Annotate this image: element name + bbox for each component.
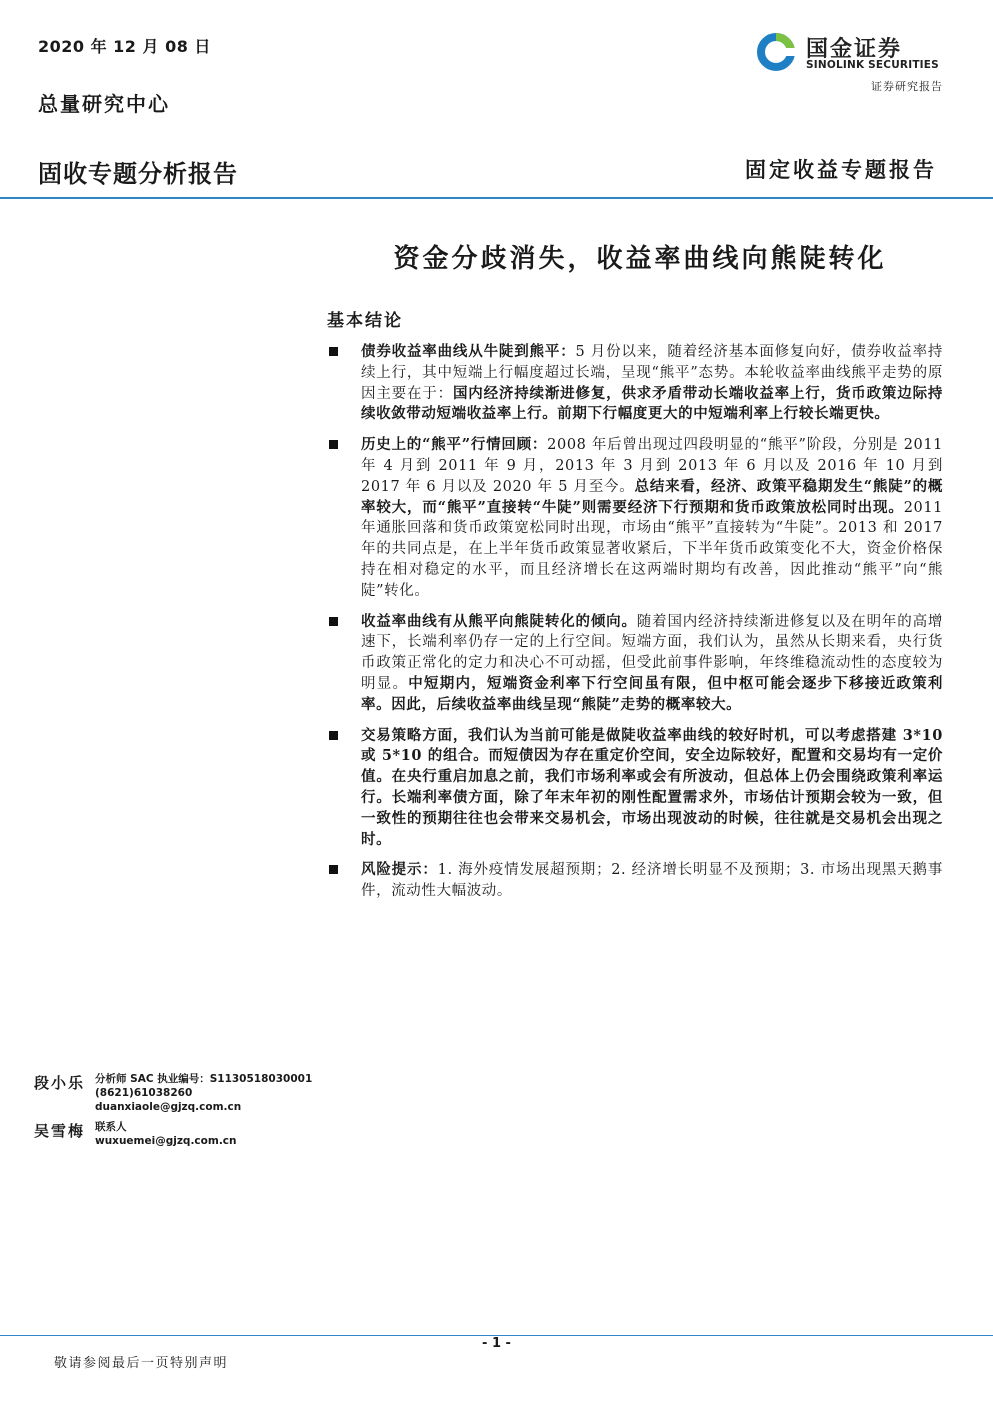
- bullet-lead: 历史上的“熊平”行情回顾：: [361, 436, 548, 454]
- bullet-square-icon: [329, 440, 338, 449]
- bullet-item: [327, 860, 943, 902]
- bullet-item: [327, 726, 943, 851]
- report-type: 固定收益专题报告: [745, 157, 937, 182]
- bullet-text: 5 月份以来，随着经济基本面修复向好，债券收益率持续上行，其中短端上行幅度超过长端，呈现“熊平”态势。本轮收益率曲线熊平走势的原因主要在于：: [361, 344, 943, 402]
- logo-subtitle: 证券研究报告: [871, 80, 943, 93]
- conclusion-list: [327, 342, 943, 912]
- bullet-text: 2011 年通胀回落和货币政策宽松同时出现，市场由“熊平”直接转为“牛陡”。2013 和 2017 年的共同点是，在上半年货币政策显著收紧后，下半年货币政策变化不大，资金价格保持在相对稳定的水平，而且经济增长在这两端时期均有改善，因此推动“熊平”向“熊陡”转化。: [361, 499, 943, 599]
- analyst-entry: [34, 1072, 334, 1114]
- report-title: 资金分歧消失，收益率曲线向熊陡转化: [393, 244, 887, 274]
- bullet-item: [327, 435, 943, 601]
- footer-disclaimer: 敬请参阅最后一页特别声明: [54, 1356, 229, 1371]
- bullet-emphasis: 国内经济持续渐进修复，供求矛盾带动长端收益率上行，货币政策边际持续收敛带动短端收益率上行。前期下行幅度更大的中短端利率上行较长端更快。: [361, 384, 943, 423]
- bullet-lead: 债券收益率曲线从牛陡到熊平：: [361, 343, 576, 360]
- bullet-lead: 交易策略方面，我们认为当前可能是做陡收益率曲线的较好时机，可以考虑搭建 3*10 或 5*10 的组合。而短债因为存在重定价空间，安全边际较好，配置和交易均有一定价值。在央行重启加息之前，我们市场利率或会有所波动，但总体上仍会围绕政策利率运行。长端利率债方面，除了年末年初的刚性配置需求外，市场估计预期会较为一致，但一致性的预期往往也会带来交易机会，市场出现波动的时候，往往就是交易机会出现之时。: [361, 726, 943, 848]
- company-logo-cn: 国金证券: [806, 37, 903, 62]
- analyst-email[interactable]: wuxuemei@gjzq.com.cn: [95, 1135, 237, 1147]
- bullet-square-icon: [329, 617, 338, 626]
- bullet-item: [327, 342, 943, 425]
- bullet-lead: 收益率曲线有从熊平向熊陡转化的倾向。: [361, 612, 637, 630]
- department-name: 总量研究中心: [38, 92, 170, 116]
- analyst-name: 段小乐: [34, 1074, 86, 1092]
- bullet-text: 随着国内经济持续渐进修复以及在明年的高增速下，长端利率仍存一定的上行空间。短端方面，我们认为，虽然从长期来看，央行货币政策正常化的定力和决心不可动摇，但受此前事件影响，年终维稳流动性的态度较为明显。: [361, 613, 943, 692]
- header-divider: [0, 197, 993, 199]
- bullet-square-icon: [329, 731, 338, 740]
- company-logo-en: SINOLINK SECURITIES: [806, 59, 939, 71]
- bullet-item: [327, 612, 943, 716]
- company-logo: [756, 32, 946, 80]
- analyst-name: 吴雪梅: [34, 1122, 86, 1140]
- bullet-text: 2008 年后曾出现过四段明显的“熊平”阶段，分别是 2011 年 4 月到 2011 年 9 月，2013 年 3 月到 2013 年 6 月以及 2016 年 10 月到 2017 年 6 月以及 2020 年 5 月至今。: [361, 437, 943, 495]
- conclusion-heading: 基本结论: [327, 311, 403, 331]
- report-series: 固收专题分析报告: [38, 160, 238, 188]
- analyst-title: 联系人: [95, 1121, 127, 1133]
- bullet-emphasis: 总结来看，经济、政策平稳期发生“熊陡”的概率较大，而“熊平”直接转“牛陡”则需要经济下行预期和货币政策放松同时出现。: [361, 477, 943, 516]
- bullet-text: 1. 海外疫情发展超预期；2. 经济增长明显不及预期；3. 市场出现黑天鹅事件，流动性大幅波动。: [361, 862, 943, 900]
- company-logo-icon: [756, 32, 796, 72]
- analyst-block: [34, 1072, 334, 1154]
- bullet-square-icon: [329, 865, 338, 874]
- bullet-lead: 风险提示：: [361, 861, 438, 879]
- analyst-title: 分析师 SAC 执业编号：S1130518030001: [95, 1073, 313, 1085]
- analyst-entry: [34, 1120, 334, 1148]
- analyst-phone: (8621)61038260: [95, 1087, 193, 1099]
- page-number: - 1 -: [482, 1336, 511, 1351]
- report-date: 2020 年 12 月 08 日: [38, 37, 211, 56]
- bullet-emphasis: 中短期内，短端资金利率下行空间虽有限，但中枢可能会逐步下移接近政策利率。因此，后续收益率曲线呈现“熊陡”走势的概率较大。: [361, 674, 943, 713]
- analyst-email[interactable]: duanxiaole@gjzq.com.cn: [95, 1101, 242, 1113]
- bullet-square-icon: [329, 347, 338, 356]
